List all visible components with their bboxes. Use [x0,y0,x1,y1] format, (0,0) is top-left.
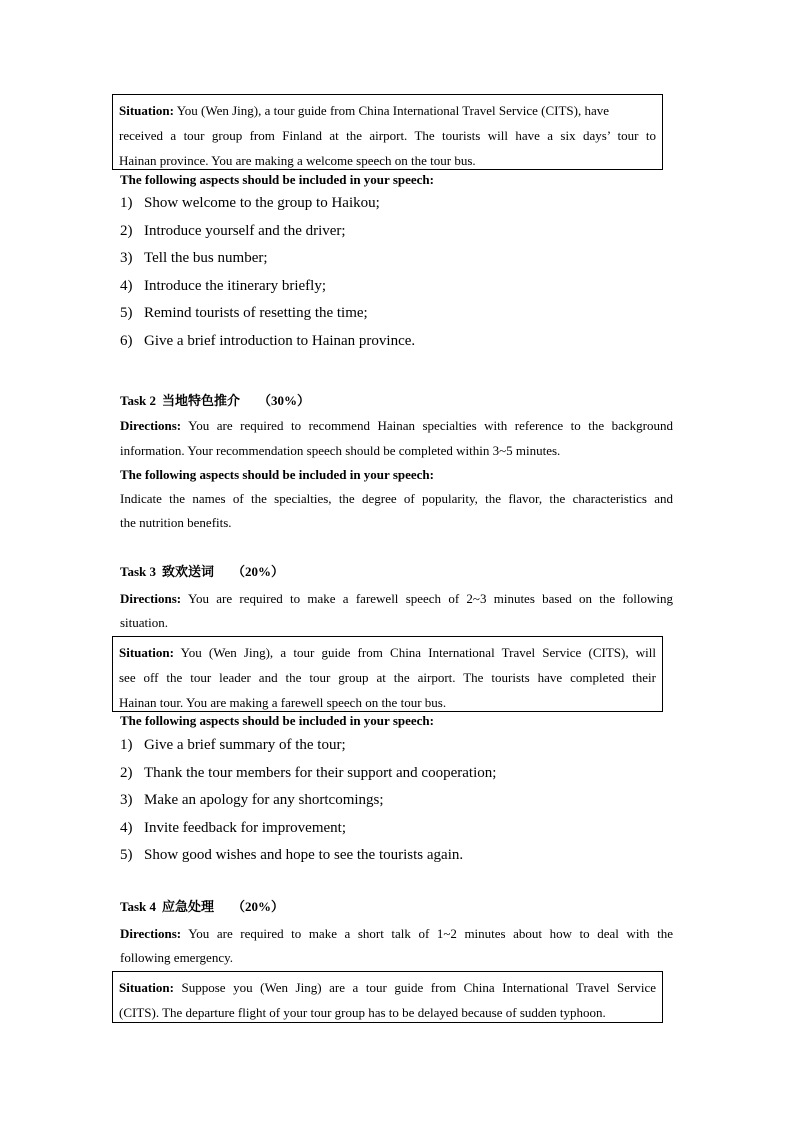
list-item: 4) Introduce the itinerary briefly; [120,277,327,294]
task3-aspects-heading: The following aspects should be included in your speech: [120,713,434,728]
task4-title: Task 4 应急处理 （20%） [120,899,285,915]
list-item: 3) Make an apology for any shortcomings; [120,792,384,808]
task4-situation-box [112,971,663,1023]
list-item: 4) Invite feedback for improvement; [120,819,347,836]
task2-title: Task 2 当地特色推介 （30%） [120,393,311,409]
task4-situation-line-2: (CITS). The departure flight of your tour group has to be delayed because of sudden typhoon. [119,1005,606,1020]
task3-title: Task 3 致欢送词 （20%） [120,564,285,580]
list-item: 6) Give a brief introduction to Hainan province. [120,332,416,349]
task1-situation-box [112,94,663,170]
task3-situation-box [112,636,663,712]
task3-situation-line-3: Hainan tour. You are making a farewell speech on the tour bus. [119,695,447,710]
task1-aspects-list [120,190,680,355]
task2-aspects-line-2: the nutrition benefits. [120,515,232,530]
task1-situation-label: Situation: [119,103,174,118]
task3-directions-line-2: situation. [120,615,169,630]
task1-situation-line-1: Situation: You (Wen Jing), a tour guide from China International Travel Service (CITS), have [119,103,610,118]
list-item: 5) Show good wishes and hope to see the tourists again. [120,847,464,863]
list-item: 2) Introduce yourself and the driver; [120,222,346,239]
task2-aspects-heading: The following aspects should be included in your speech: [120,467,434,482]
task3-directions-line-1: Directions: You are required to make a farewell speech of 2~3 minutes based on the following [120,591,673,606]
task4-directions-line-2: following emergency. [120,950,233,965]
list-item: 5) Remind tourists of resetting the time; [120,305,368,321]
task4-directions-line-1: Directions: You are required to make a short talk of 1~2 minutes about how to deal with the [120,926,673,941]
list-item: 1) Show welcome to the group to Haikou; [120,195,380,211]
list-item: 2) Thank the tour members for their support and cooperation; [120,764,497,781]
task1-situation-line-2: received a tour group from Finland at the airport. The tourists will have a six days’ tour to [119,128,656,143]
task4-directions-label: Directions: [120,926,182,941]
task3-situation-line-1: Situation: You (Wen Jing), a tour guide from China International Travel Service (CITS), will [119,645,656,660]
task4-situation-line-1: Situation: Suppose you (Wen Jing) are a tour guide from China International Travel Service [119,980,656,995]
task2-aspects-line-1: Indicate the names of the specialties, the degree of popularity, the flavor, the characteristics and [120,491,673,506]
task4-situation-label: Situation: [119,980,174,995]
task2-directions-line-1: Directions: You are required to recommend Hainan specialties with reference to the background [120,418,673,433]
list-item: 3) Tell the bus number; [120,250,268,266]
task1-aspects-heading: The following aspects should be included in your speech: [120,172,434,187]
task3-directions-label: Directions: [120,591,182,606]
task3-aspects-list [120,732,680,870]
list-item: 1) Give a brief summary of the tour; [120,737,346,753]
task3-situation-label: Situation: [119,645,174,660]
task2-directions-label: Directions: [120,418,182,433]
task1-situation-line-3: Hainan province. You are making a welcome speech on the tour bus. [119,153,476,168]
task2-directions-line-2: information. Your recommendation speech should be completed within 3~5 minutes. [120,443,561,458]
task3-situation-line-2: see off the tour leader and the tour group at the airport. The tourists have completed their [119,670,656,685]
